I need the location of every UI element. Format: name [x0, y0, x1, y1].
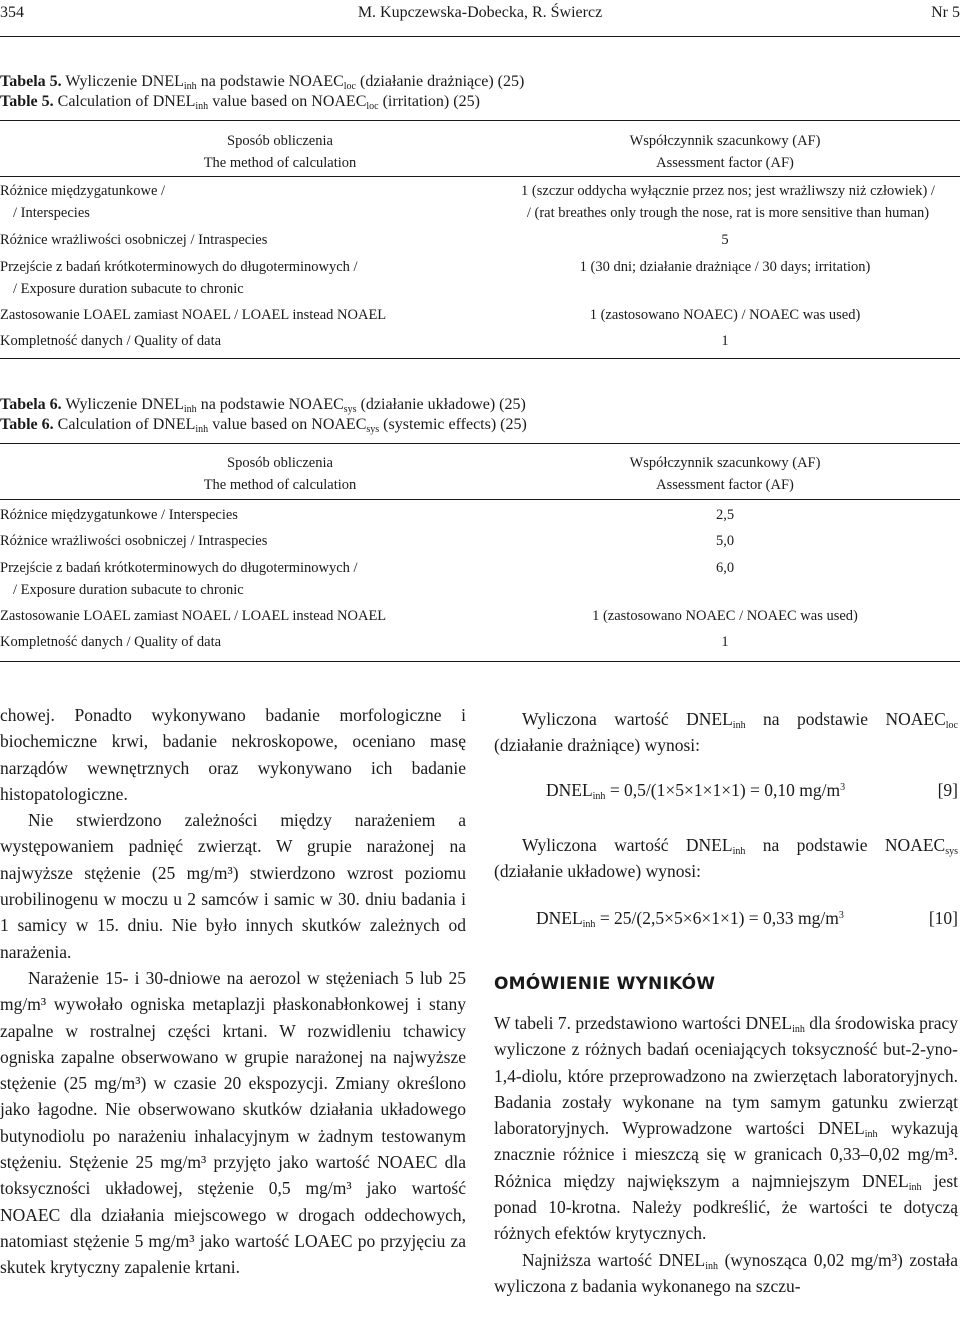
left-text-column: [0, 702, 466, 1281]
left-paragraph-2: Nie stwierdzono zależności między narażeniem a występowaniem padnięć zwierząt. W grupie narażonej na najwyższe stężenie (25 mg/m³) stwierdzono wzrost poziomu urobilinogenu w moczu u 2 samców i samic w 30. dniu badania i 1 samicy w 15. dniu. Nie było innych skutków zależnych od narażenia.: [0, 810, 466, 962]
table5-row2-factor: 5: [721, 232, 729, 248]
table6-row4-factor: 1 (zastosowano NOAEC / NOAEC was used): [592, 608, 858, 624]
table5-row5-factor: 1: [721, 333, 729, 349]
table6-bottom-rule: [0, 661, 960, 662]
table5-row3-factor: 1 (30 dni; działanie drażniące / 30 days; irritation): [579, 259, 871, 275]
table5-bottom-rule: [0, 358, 960, 359]
equation-9-number: [9]: [937, 780, 958, 800]
table6-row3-factor: 6,0: [715, 560, 735, 576]
table5-caption-en: Table 5. Calculation of $DNEL_{inh}$ value based on $NOAEC_{loc}$ (irritation) (25): [0, 93, 480, 112]
table5-row4-factor: 1 (zastosowano NOAEC) / NOAEC was used): [589, 307, 861, 323]
table6-header-rule: [0, 499, 960, 500]
left-paragraph-1: chowej. Ponadto wykonywano badanie morfologiczne i biochemiczne krwi, badanie nekroskopowe, oceniano masę narządów wewnętrznych oraz wykonywano ich badanie histopatologiczne.: [0, 705, 466, 804]
page-header: [0, 4, 960, 24]
table5-row2-method: Różnice wrażliwości osobniczej / Intraspecies: [0, 232, 268, 248]
table6-caption-pl: Tabela 6. Wyliczenie $DNEL_{inh}$ na podstawie $NOAEC_{sys}$ (działanie układowe) (25): [0, 396, 526, 415]
table6-col1-header: Sposób obliczenia The method of calculation: [203, 455, 357, 493]
right-intro-2: Wyliczona wartość $DNEL_{inh}$ na podstawie $NOAEC_{sys}$ (działanie układowe) wynosi:: [494, 835, 958, 882]
right-intro-1: Wyliczona wartość $DNEL_{inh}$ na podstawie $NOAEC_{loc}$ (działanie drażniące) wynosi:: [494, 709, 958, 756]
table5-row3-method: Przejście z badań krótkoterminowych do długoterminowych / / Exposure duration subacute to chronic: [0, 259, 358, 297]
right-paragraph-2: Najniższa wartość $DNEL_{inh}$ (wynosząca 0,02 mg/m³) została wyliczona z badania wykonanego na szczu-: [494, 1249, 958, 1296]
page-number: 354: [0, 4, 24, 21]
right-paragraph-1: W tabeli 7. przedstawiono wartości $DNEL_{inh}$ dla środowiska pracy wyliczone z różnych badań oceniających toksyczność but-2-yno-1,4-diolu, które przeprowadzono na zwierzętach laboratoryjnych. Badania zostały wykonane na tym samym gatunku zwierząt laboratoryjnych. Wyprowadzone wartości $DNEL_{inh}$ wykazują znacznie różnice i mieszczą się w granicach 0,33–0,02 mg/m³. Różnica między największym a najmniejszym $DNEL_{inh}$ jest ponad 10-krotna. Należy podkreślić, że wartości te dotyczą różnych efektów krytycznych.: [494, 1013, 958, 1244]
table5-caption-pl: Tabela 5. Wyliczenie $DNEL_{inh}$ na podstawie $NOAEC_{loc}$ (działanie drażniące) (25): [0, 73, 525, 92]
table5-row1-factor: 1 (szczur oddycha wyłącznie przez nos; jest wrażliwszy niż człowiek) / / (rat breathes only trough the nose, rat is more sensitive than human): [521, 183, 935, 221]
table5-row4-method: Zastosowanie LOAEL zamiast NOAEL / LOAEL instead NOAEL: [0, 307, 387, 323]
issue-number: Nr 5: [931, 4, 960, 21]
equation-10: $DNEL_{inh} = 25/(2,5\times 5\times 6\times 1\times 1) = 0,33$ $mg/m^3$: [536, 908, 844, 930]
table6-row2-method: Różnice wrażliwości osobniczej / Intraspecies: [0, 533, 268, 549]
table6-caption-en: Table 6. Calculation of $DNEL_{inh}$ value based on $NOAEC_{sys}$ (systemic effects) (25): [0, 416, 527, 435]
table6-top-rule: [0, 443, 960, 444]
table6-row3-method: Przejście z badań krótkoterminowych do długoterminowych / / Exposure duration subacute to chronic: [0, 560, 358, 598]
running-authors: M. Kupczewska-Dobecka, R. Świercz: [357, 4, 603, 21]
table5-row5-method: Kompletność danych / Quality of data: [0, 333, 222, 349]
table6-row5-method: Kompletność danych / Quality of data: [0, 634, 222, 650]
table6-row4-method: Zastosowanie LOAEL zamiast NOAEL / LOAEL instead NOAEL: [0, 608, 387, 624]
table6-row1-method: Różnice międzygatunkowe / Interspecies: [0, 507, 238, 523]
table6-col2-header: Współczynnik szacunkowy (AF) Assessment factor (AF): [629, 455, 821, 493]
table5-col2-header: Współczynnik szacunkowy (AF) Assessment factor (AF): [629, 133, 821, 171]
table5-row1-method: Różnice międzygatunkowe / / Interspecies: [0, 183, 166, 221]
table6-row5-factor: 1: [721, 634, 729, 650]
table5-col1-header: Sposób obliczenia The method of calculation: [203, 133, 357, 171]
header-rule: [0, 36, 960, 37]
right-text-column: [494, 1010, 958, 1299]
equation-9: $DNEL_{inh} = 0,5/(1\times 5\times 1\times 1\times 1) = 0,10$ $mg/m^3$: [546, 780, 846, 802]
equation-10-number: [10]: [928, 908, 958, 928]
table5-top-rule: [0, 120, 960, 121]
section-heading: OMÓWIENIE WYNIKÓW: [494, 974, 716, 994]
table6-row2-factor: 5,0: [715, 533, 735, 549]
left-paragraph-3: Narażenie 15- i 30-dniowe na aerozol w stężeniach 5 lub 25 mg/m³ wywołało ogniska metaplazji płaskonabłonkowej i stany zapalne w rostralnej części krtani. W rozwidleniu tchawicy ogniska zapalne obserwowano w grupie narażonej na najwyższe stężenie (25 mg/m³) w czasie 20 ekspozycji. Zmiany określono jako łagodne. Nie obserwowano skutków działania układowego butynodiolu po narażeniu inhalacyjnym w żadnym testowanym stężeniu. Stężenie 25 mg/m³ przyjęto jako wartość NOAEC dla toksyczności układowej, stężenie 0,5 mg/m³ jako wartość NOAEC dla działania miejscowego w drogach oddechowych, natomiast stężenie 5 mg/m³ jako wartość LOAEC po przyjęciu za skutek krytyczny zapalenie krtani.: [0, 967, 466, 1278]
table6-row1-factor: 2,5: [715, 507, 735, 523]
table5-header-rule: [0, 176, 960, 177]
